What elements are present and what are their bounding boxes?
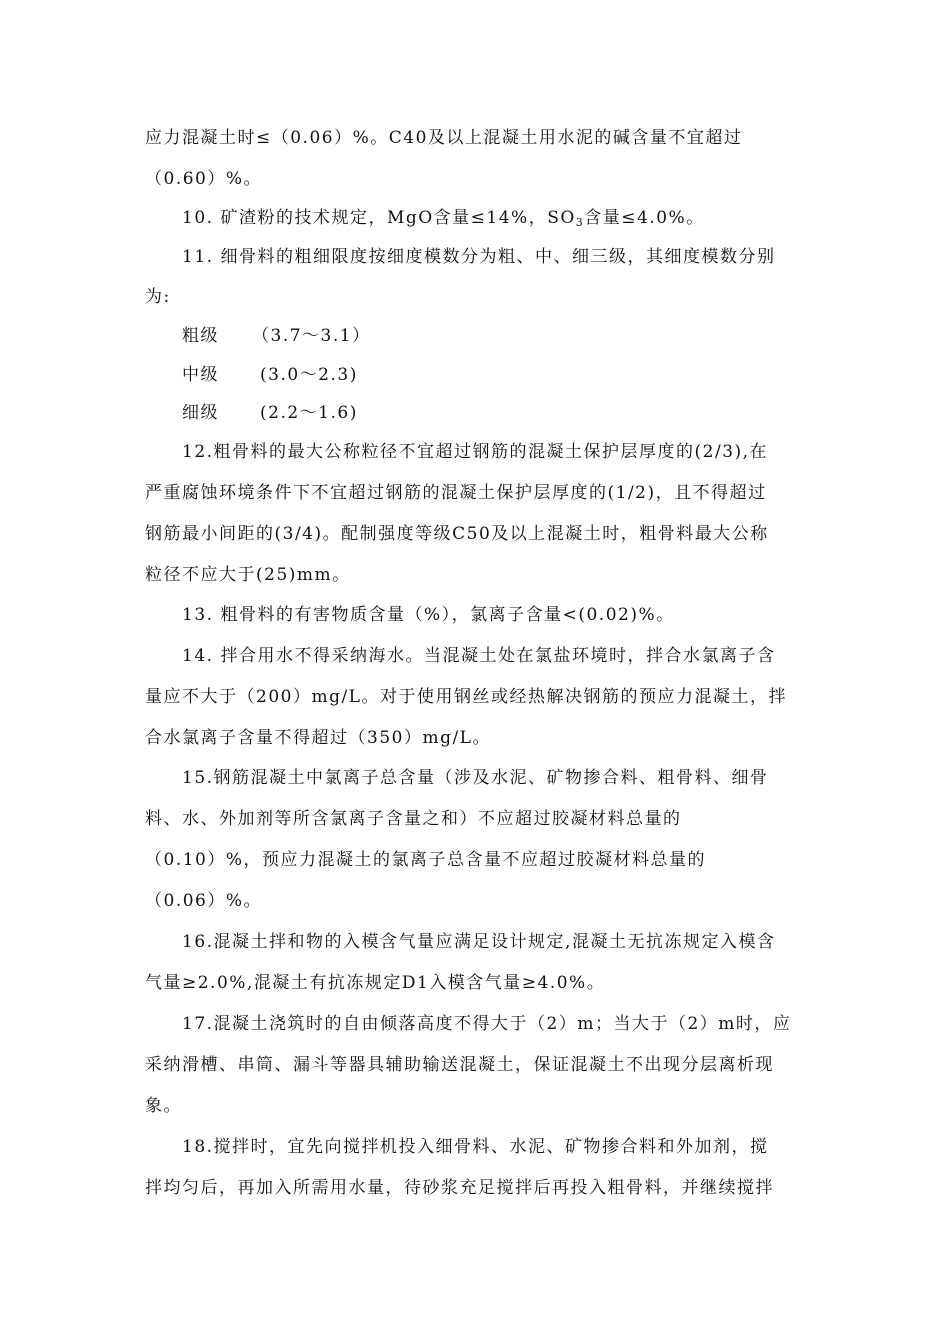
paragraph-16-line-1: 16.混凝土拌和物的入模含气量应满足设计规定,混凝土无抗冻规定入模含 — [182, 932, 776, 952]
paragraph-14-line-3: 合水氯离子含量不得超过（350）mg/L。 — [145, 728, 491, 748]
paragraph-12-line-2: 严重腐蚀环境条件下不宜超过钢筋的混凝土保护层厚度的(1/2)，且不得超过 — [145, 483, 767, 503]
paragraph-9-line-1: 应力混凝土时≤（0.06）%。C40及以上混凝土用水泥的碱含量不宜超过 — [145, 128, 743, 148]
grade-label-coarse: 粗级 — [182, 326, 219, 346]
paragraph-9-line-2: （0.60）%。 — [145, 169, 263, 189]
paragraph-15-line-4: （0.06）%。 — [145, 891, 263, 911]
paragraph-18-line-2: 拌均匀后，再加入所需用水量，待砂浆充足搅拌后再投入粗骨料，并继续搅拌 — [145, 1178, 774, 1198]
paragraph-15-line-2: 料、水、外加剂等所含氯离子含量之和）不应超过胶凝材料总量的 — [145, 809, 682, 829]
grade-range-fine: (2.2～1.6) — [260, 403, 358, 423]
paragraph-12-line-4: 粒径不应大于(25)mm。 — [145, 565, 351, 585]
paragraph-18-line-1: 18.搅拌时，宜先向搅拌机投入细骨料、水泥、矿物掺合料和外加剂，搅 — [182, 1137, 769, 1157]
paragraph-17-line-1: 17.混凝土浇筑时的自由倾落高度不得大于（2）m；当大于（2）m时，应 — [182, 1014, 792, 1034]
grade-label-fine: 细级 — [182, 403, 219, 423]
paragraph-14-line-2: 量应不大于（200）mg/L。对于使用钢丝或经热解决钢筋的预应力混凝土，拌 — [145, 687, 787, 707]
paragraph-12-line-1: 12.粗骨料的最大公称粒径不宜超过钢筋的混凝土保护层厚度的(2/3),在 — [182, 442, 769, 462]
grade-label-medium: 中级 — [182, 365, 219, 385]
paragraph-17-line-3: 象。 — [145, 1096, 182, 1116]
paragraph-12-line-3: 钢筋最小间距的(3/4)。配制强度等级C50及以上混凝土时，粗骨料最大公称 — [145, 524, 769, 544]
paragraph-14-line-1: 14. 拌合用水不得采纳海水。当混凝土处在氯盐环境时，拌合水氯离子含 — [182, 646, 776, 666]
paragraph-11-line-1: 11. 细骨料的粗细限度按细度模数分为粗、中、细三级，其细度模数分别 — [182, 247, 776, 267]
paragraph-16-line-2: 气量≥2.0%,混凝土有抗冻规定D1入模含气量≥4.0%。 — [145, 973, 606, 993]
grade-range-coarse: （3.7～3.1） — [252, 326, 371, 346]
paragraph-15-line-1: 15.钢筋混凝土中氯离子总含量（涉及水泥、矿物掺合料、粗骨料、细骨 — [182, 768, 769, 788]
paragraph-10 — [182, 206, 705, 230]
grade-range-medium: (3.0～2.3) — [260, 365, 358, 385]
paragraph-10-text-a: 10. 矿渣粉的技术规定，MgO含量≤14%，SO — [182, 208, 576, 228]
paragraph-15-line-3: （0.10）%，预应力混凝土的氯离子总含量不应超过胶凝材料总量的 — [145, 850, 707, 870]
paragraph-10-text-b: 含量≤4.0%。 — [584, 208, 705, 228]
paragraph-17-line-2: 采纳滑槽、串筒、漏斗等器具辅助输送混凝土，保证混凝土不出现分层离析现 — [145, 1055, 774, 1075]
paragraph-13: 13. 粗骨料的有害物质含量（%），氯离子含量<(0.02)%。 — [182, 605, 675, 625]
paragraph-10-subscript: 3 — [575, 216, 585, 229]
paragraph-11-line-2: 为: — [145, 287, 171, 307]
